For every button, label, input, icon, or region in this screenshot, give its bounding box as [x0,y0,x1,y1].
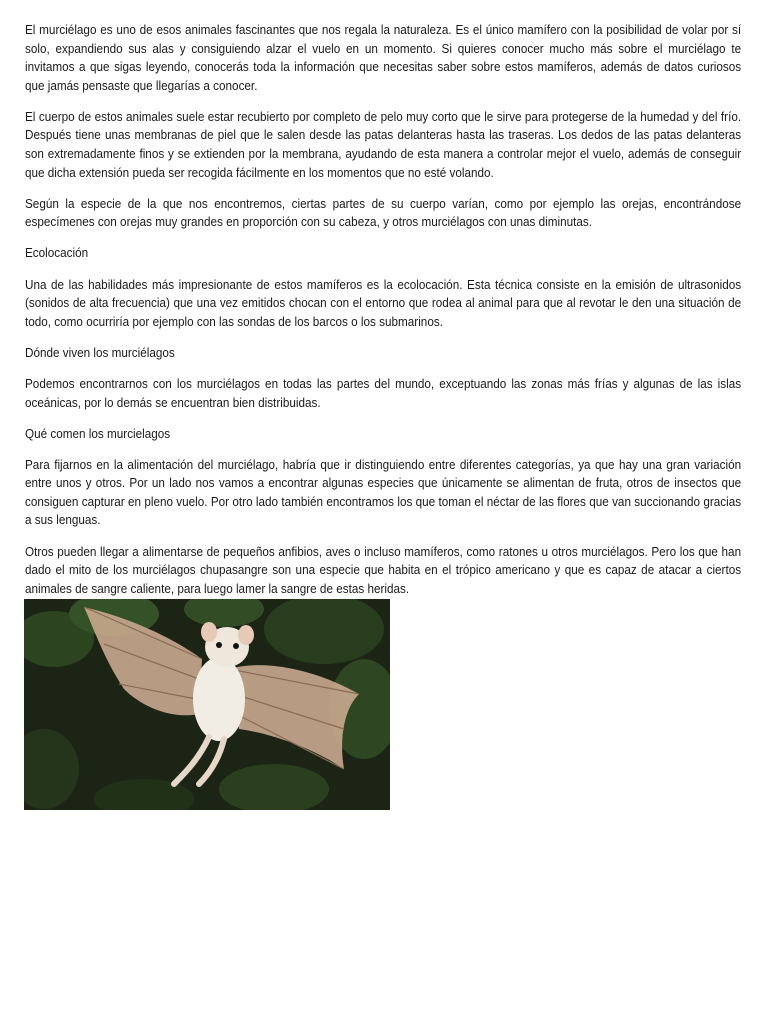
document-body [25,21,741,611]
diet-paragraph: Para fijarnos en la alimentación del murciélago, habría que ir distinguiendo entre diferentes categorías, ya que hay una gran variación entre unos y otros. Por un lado nos vamos a encontrar algunas especies que únicamente se alimentan de fruta, otros de insectos que consiguen capturar en pleno vuelo. Por otro lado también encontramos los que toman el néctar de las flores que van succionando gracias a sus lenguas. [25,457,742,528]
habitat-heading: Dónde viven los murciélagos [25,345,175,360]
bat-illustration [24,599,390,810]
diet-continued-paragraph: Otros pueden llegar a alimentarse de pequeños anfibios, aves o incluso mamíferos, como ratones u otros murciélagos. Pero los que han dado el mito de los murciélagos chupasangre son una especie que habita en el trópico americano y que es capaz de atacar a ciertos animales de sangre caliente, para luego lamer la sangre de estas heridas. [25,544,742,596]
body-description-paragraph: El cuerpo de estos animales suele estar recubierto por completo de pelo muy corto que le sirve para protegerse de la humedad y del frío. Después tiene unas membranas de piel que le salen desde las patas delanteras hasta las traseras. Los dedos de las patas delanteras son extremadamente finos y se extienden por la membrana, ayudando de esta manera a controlar mejor el vuelo, además de conseguir que dicha extensión pueda ser recogida fácilmente en los momentos que no esté volando. [25,109,742,180]
intro-paragraph: El murciélago es uno de esos animales fascinantes que nos regala la naturaleza. Es el único mamífero con la posibilidad de volar por sí solo, expandiendo sus alas y consiguiendo alzar el vuelo en un momento. Si quieres conocer mucho más sobre el murciélago te invitamos a que sigas leyendo, conocerás toda la información que necesitas saber sobre estos mamíferos, además de datos curiosos que jamás pensaste que llegarías a conocer. [25,23,742,93]
bat-photo [24,599,390,810]
diet-heading: Qué comen los murcielagos [25,426,171,441]
echolocation-heading: Ecolocación [25,246,89,261]
habitat-paragraph: Podemos encontrarnos con los murciélagos en todas las partes del mundo, exceptuando las zonas más frías y algunas de las islas oceánicas, por lo demás se encuentran bien distribuidas. [25,376,742,410]
species-variation-paragraph: Según la especie de la que nos encontremos, ciertas partes de su cuerpo varían, como por ejemplo las orejas, encontrándose especímenes con orejas muy grandes en proporción con su cabeza, y otros murciélagos con unas diminutas. [25,196,742,230]
echolocation-paragraph: Una de las habilidades más impresionante de estos mamíferos es la ecolocación. Esta técnica consiste en la emisión de ultrasonidos (sonidos de alta frecuencia) que una vez emitidos chocan con el entorno que rodea al animal para que al revotar le den una situación de todo, como ocurriría por ejemplo con las sondas de los barcos o los submarinos. [25,277,742,329]
